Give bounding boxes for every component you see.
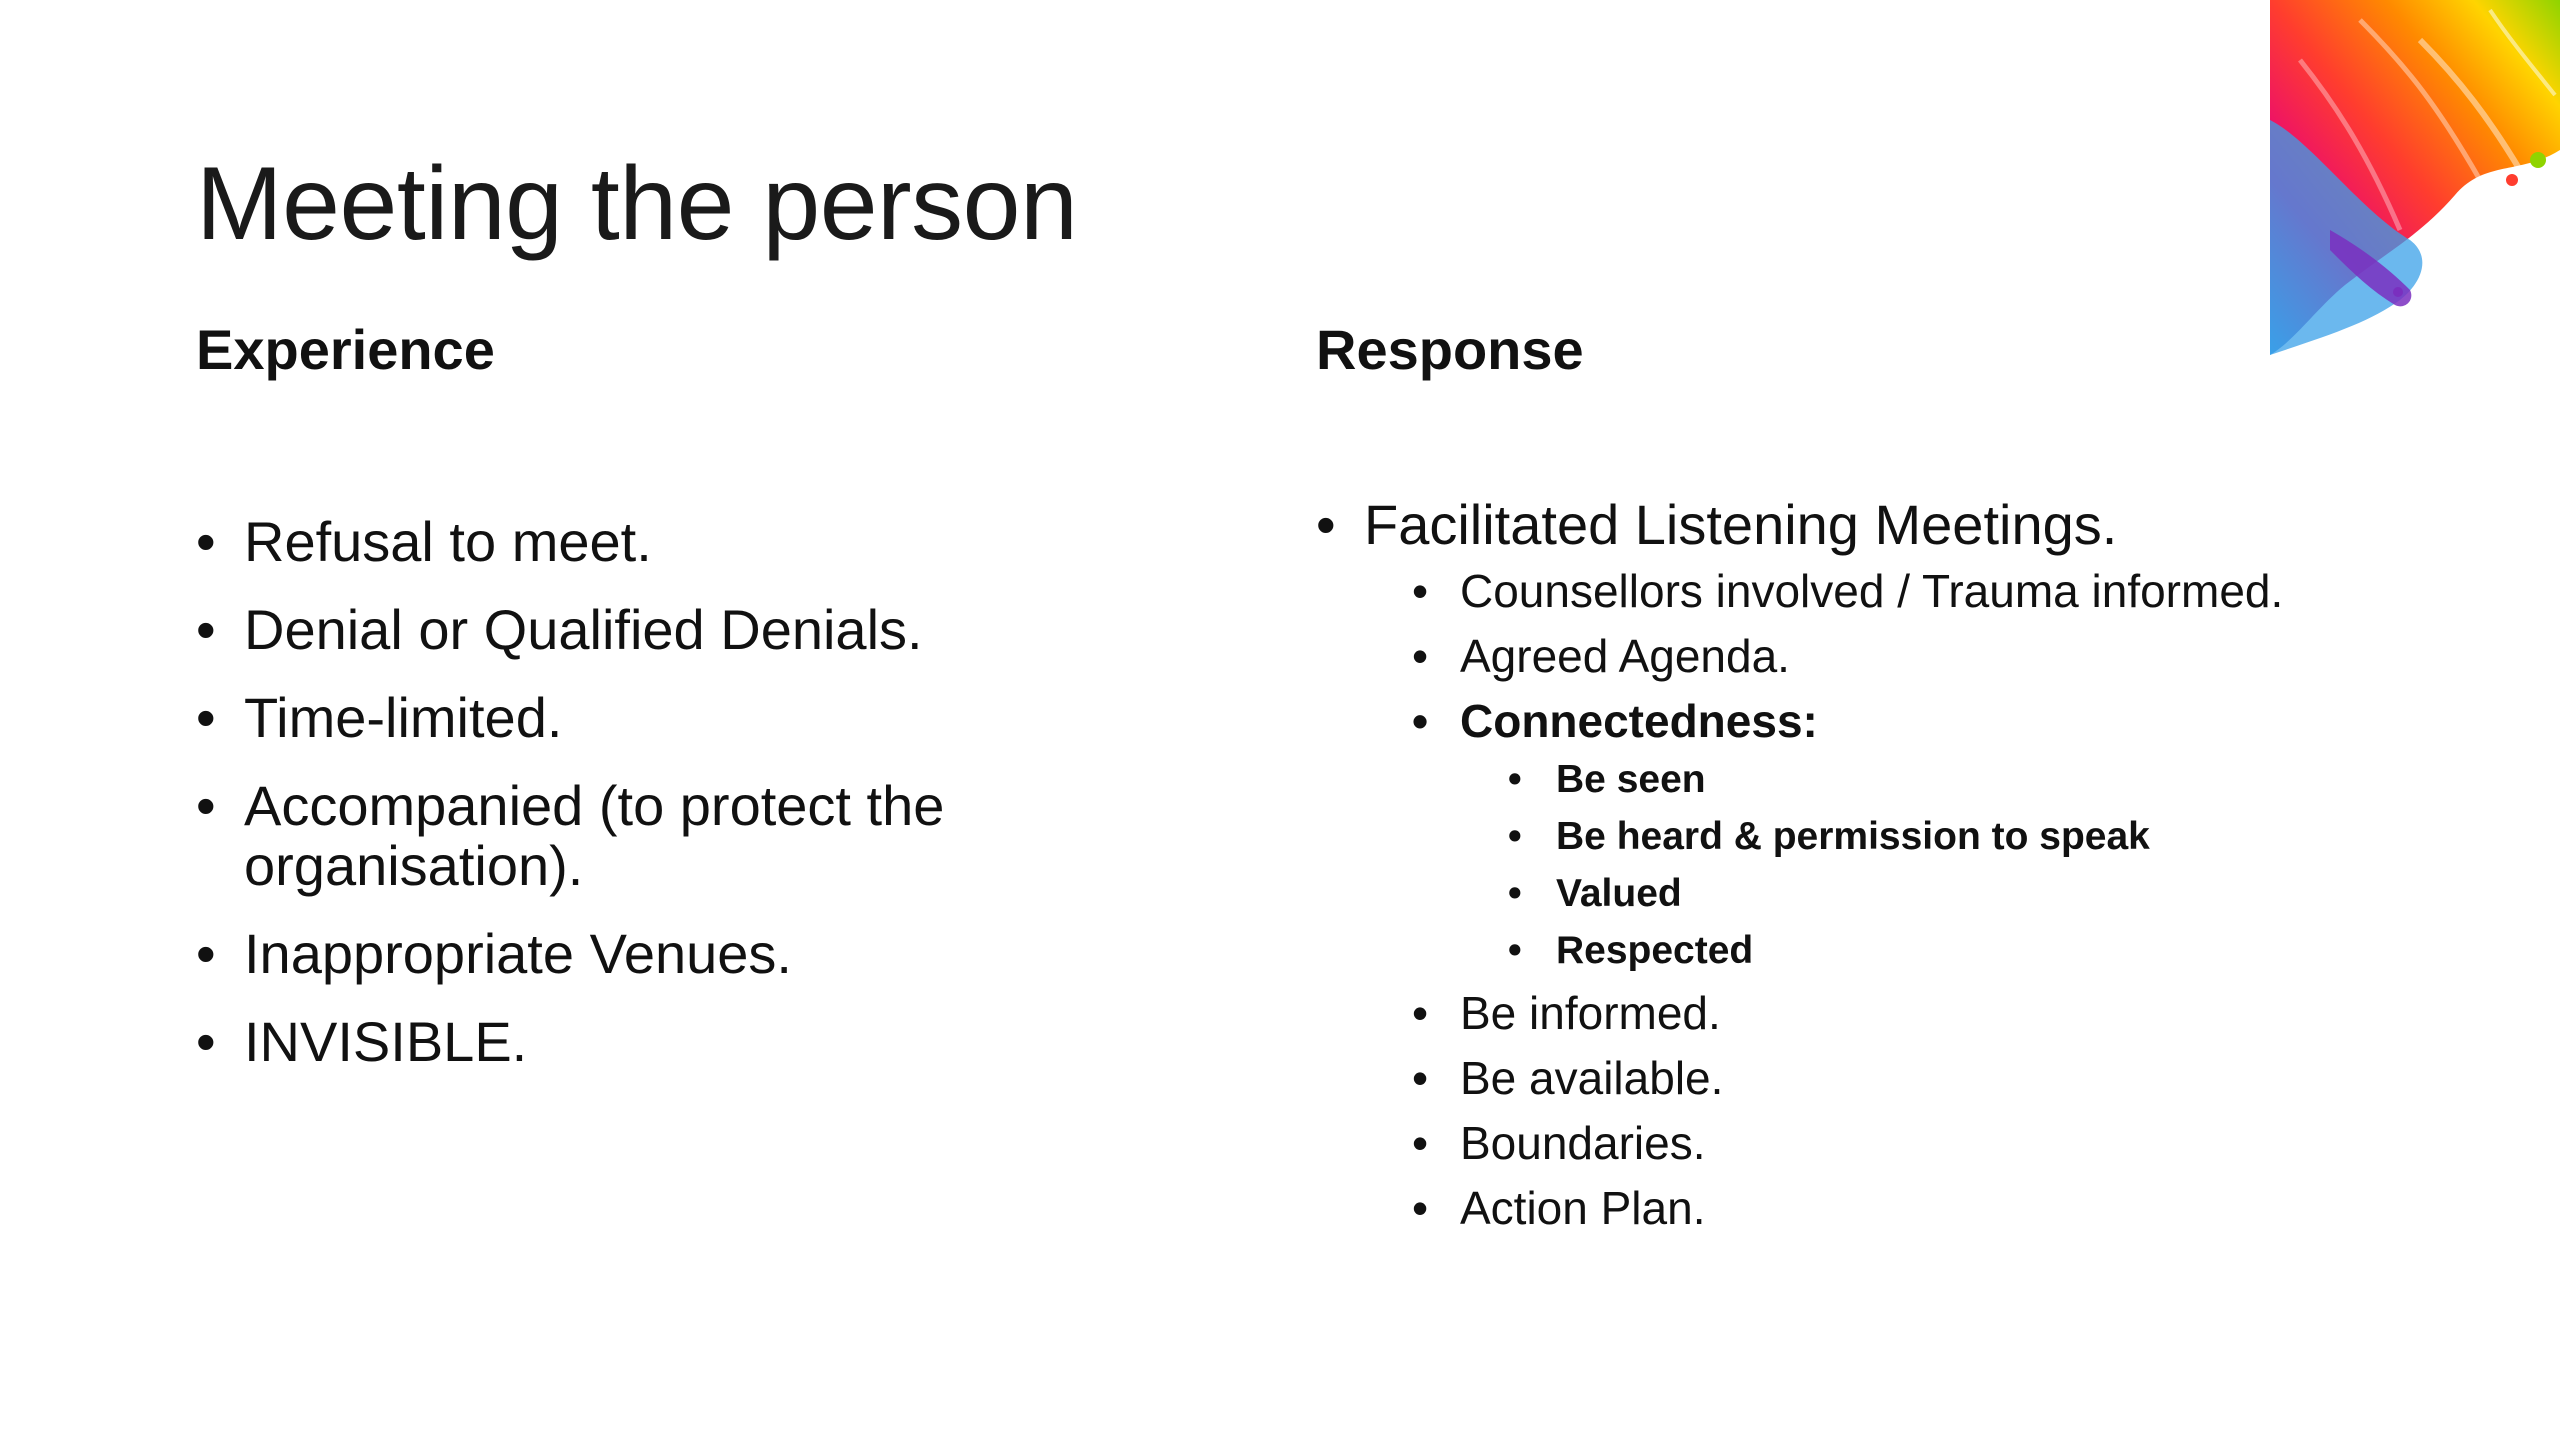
bullet-icon: • xyxy=(1508,758,1522,802)
list-item xyxy=(1412,565,2396,617)
response-heading: Response xyxy=(1316,318,1584,381)
list-item-text: Be informed. xyxy=(1460,987,1721,1040)
list-item-text: Agreed Agenda. xyxy=(1460,630,1790,683)
list-item-text: Be seen xyxy=(1556,758,1706,802)
bullet-icon: • xyxy=(1412,695,1429,748)
list-item-text: Respected xyxy=(1556,929,1754,973)
list-item-text: Valued xyxy=(1556,872,1682,916)
list-item-text: Action Plan. xyxy=(1460,1182,1706,1235)
bullet-icon: • xyxy=(1412,1182,1429,1235)
experience-heading: Experience xyxy=(196,318,495,381)
bullet-icon: • xyxy=(1412,1052,1429,1105)
bullet-icon: • xyxy=(1412,565,1429,618)
bullet-icon: • xyxy=(1412,987,1429,1040)
bullet-icon: • xyxy=(1316,493,1336,557)
list-item xyxy=(196,688,1256,748)
bullet-icon: • xyxy=(1508,872,1522,916)
bullet-icon: • xyxy=(196,510,216,574)
list-item-text: Connectedness: xyxy=(1460,695,1818,748)
list-item xyxy=(1508,757,2396,803)
bullet-icon: • xyxy=(196,922,216,986)
connectedness-list xyxy=(1508,757,2396,974)
response-sub-list xyxy=(1412,565,2396,1234)
list-item xyxy=(1412,987,2396,1039)
list-item-text: Refusal to meet. xyxy=(244,510,652,574)
bullet-icon: • xyxy=(196,598,216,662)
list-item xyxy=(196,512,1256,572)
list-item xyxy=(196,924,1256,984)
list-item xyxy=(196,776,1024,896)
list-item-text: Counsellors involved / Trauma informed. xyxy=(1460,565,2284,618)
experience-list xyxy=(196,512,1256,1072)
list-item xyxy=(196,600,1256,660)
list-item-text: Facilitated Listening Meetings. xyxy=(1364,493,2118,557)
list-item-text: Accompanied (to protect the organisation). xyxy=(244,774,945,898)
list-item-text: INVISIBLE. xyxy=(244,1010,528,1074)
slide-title: Meeting the person xyxy=(196,146,1078,262)
bullet-icon: • xyxy=(196,774,216,838)
list-item xyxy=(1412,1182,2396,1234)
bullet-icon: • xyxy=(196,686,216,750)
list-item xyxy=(1508,928,2396,974)
list-item xyxy=(1412,630,2396,682)
list-item xyxy=(196,1012,1256,1072)
experience-column xyxy=(196,318,1256,1100)
bullet-icon: • xyxy=(1412,630,1429,683)
list-item-text: Inappropriate Venues. xyxy=(244,922,792,986)
list-item-text: Boundaries. xyxy=(1460,1117,1706,1170)
bullet-icon: • xyxy=(196,1010,216,1074)
list-item-text: Be heard & permission to speak xyxy=(1556,815,2150,859)
rainbow-paint-strokes-icon xyxy=(2270,0,2560,355)
response-column xyxy=(1316,318,2396,1247)
bullet-icon: • xyxy=(1508,815,1522,859)
list-item-text: Time-limited. xyxy=(244,686,563,750)
list-item xyxy=(1316,495,2396,1234)
list-item xyxy=(1412,1052,2396,1104)
response-list xyxy=(1316,495,2396,1234)
list-item-text: Be available. xyxy=(1460,1052,1724,1105)
list-item xyxy=(1412,695,2396,974)
list-item xyxy=(1508,871,2396,917)
list-item xyxy=(1508,814,2396,860)
bullet-icon: • xyxy=(1508,929,1522,973)
list-item xyxy=(1412,1117,2396,1169)
bullet-icon: • xyxy=(1412,1117,1429,1170)
list-item-text: Denial or Qualified Denials. xyxy=(244,598,923,662)
